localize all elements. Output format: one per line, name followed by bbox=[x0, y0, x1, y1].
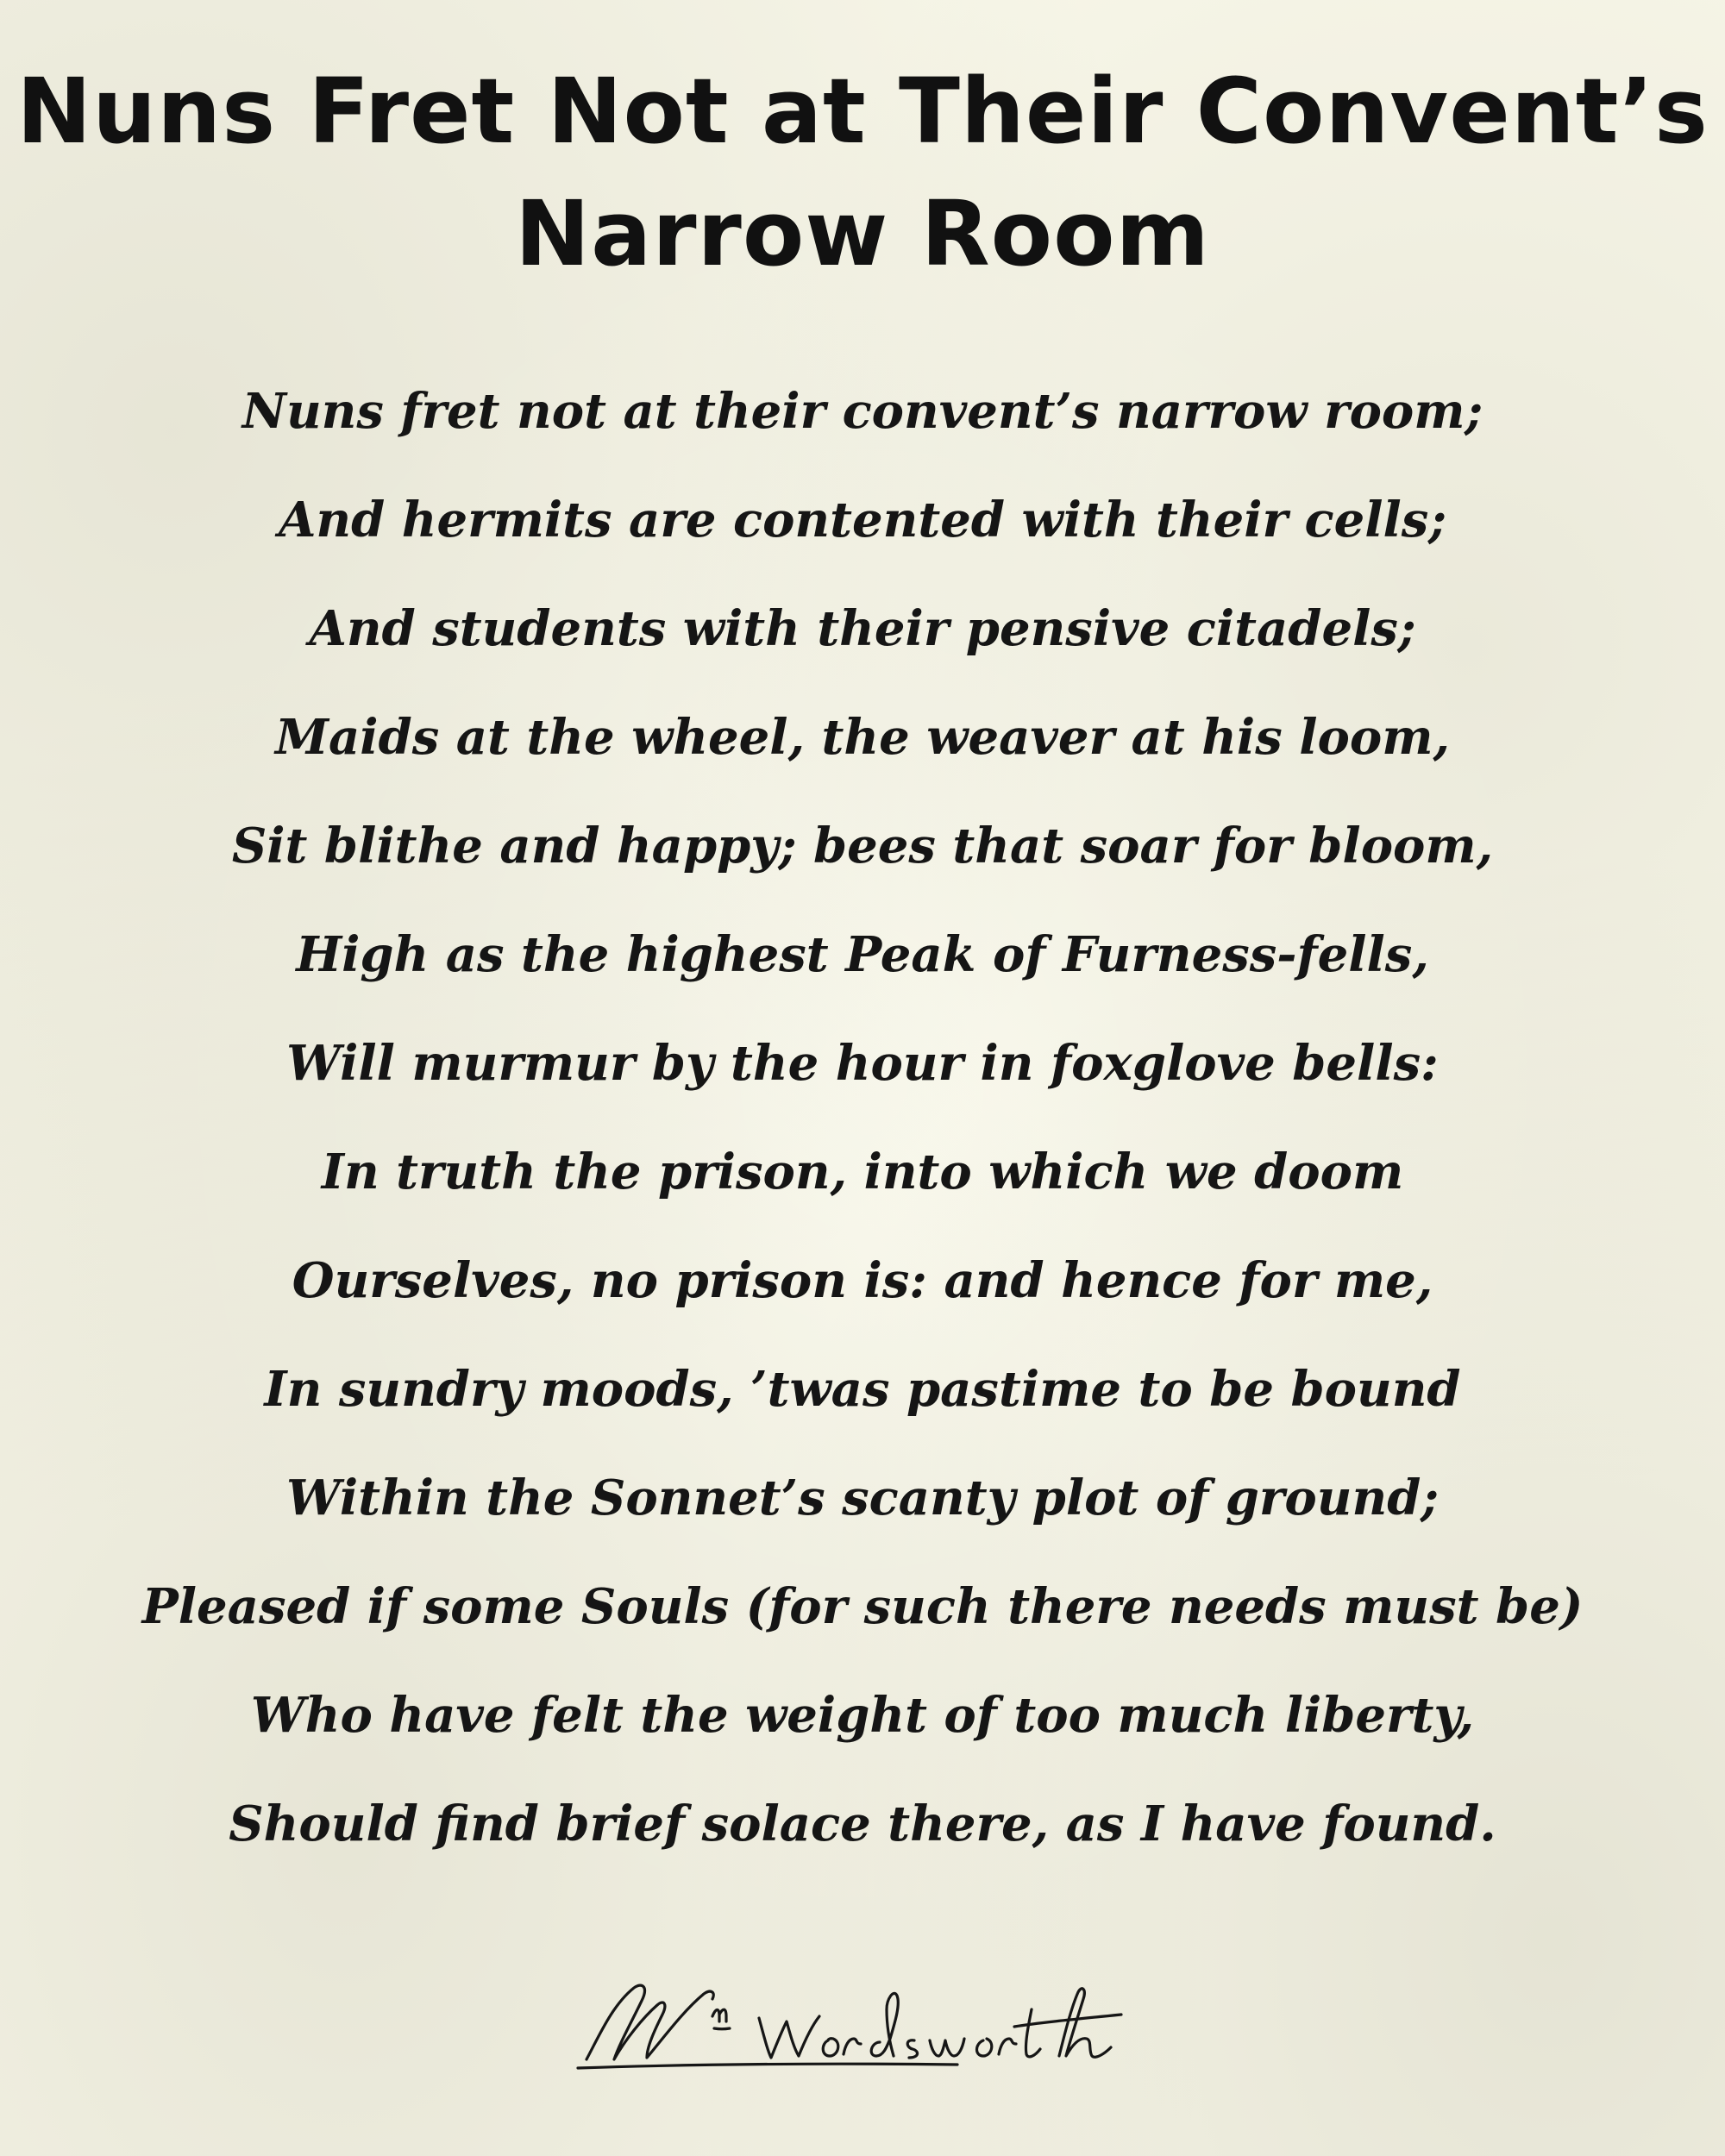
poem-title-line-2: Narrow Room bbox=[515, 181, 1210, 286]
poem-line-6: High as the highest Peak of Furness-fells, bbox=[296, 926, 1429, 983]
poem-line-3: And students with their pensive citadels; bbox=[309, 600, 1416, 657]
poem-line-14: Should find brief solace there, as I have found. bbox=[229, 1796, 1496, 1852]
poem-line-13: Who have felt the weight of too much liberty, bbox=[250, 1687, 1475, 1744]
poem-line-9: Ourselves, no prison is: and hence for me, bbox=[292, 1252, 1433, 1309]
poem-title-line-1: Nuns Fret Not at Their Convent’s bbox=[16, 59, 1709, 164]
author-signature bbox=[552, 1958, 1173, 2087]
poem-line-5: Sit blithe and happy; bees that soar for bloom, bbox=[231, 818, 1494, 874]
poem-line-11: Within the Sonnet’s scanty plot of ground; bbox=[285, 1470, 1440, 1526]
poem-line-2: And hermits are contented with their cells; bbox=[278, 492, 1447, 548]
poem-title bbox=[0, 50, 1725, 295]
poem-body bbox=[0, 373, 1725, 1894]
poem-line-7: Will murmur by the hour in foxglove bells: bbox=[286, 1035, 1439, 1092]
poem-line-4: Maids at the wheel, the weaver at his loom, bbox=[275, 709, 1450, 766]
poem-line-1: Nuns fret not at their convent’s narrow room; bbox=[242, 383, 1484, 440]
poem-line-12: Pleased if some Souls (for such there needs must be) bbox=[141, 1578, 1584, 1635]
poem-line-10: In sundry moods, ’twas pastime to be bound bbox=[264, 1361, 1461, 1418]
poem-line-8: In truth the prison, into which we doom bbox=[321, 1144, 1404, 1200]
